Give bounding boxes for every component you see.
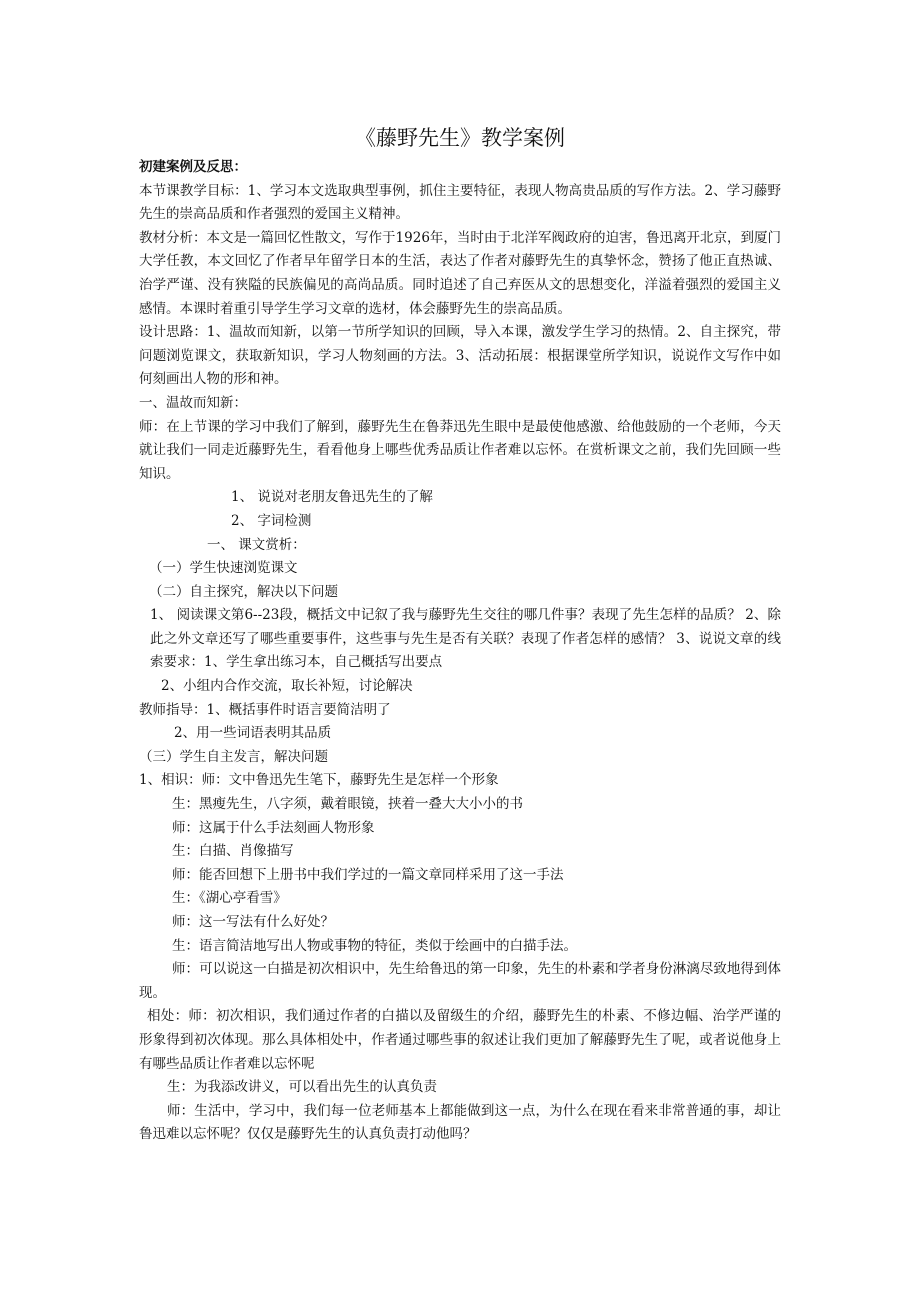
dialogue-line: 生：白描、肖像描写	[172, 843, 294, 860]
section-review-heading: 一、温故而知新：	[139, 394, 247, 411]
paragraph-group-work: 2、小组内合作交流，取长补短，讨论解决	[161, 678, 413, 695]
paragraph-getting-along: 相处：师：初次相识，我们通过作者的白描以及留级生的介绍，藤野先生的朴素、不修边幅、治学严谨的形象得到初次体现。那么具体相处中，作者通过哪些事的叙述让我们更加了解藤野先生了呢，或者说他身上有哪些品质让作者难以忘怀呢	[139, 1008, 781, 1072]
dialogue-line: 1、相识：师：文中鲁迅先生笔下，藤野先生是怎样一个形象	[139, 772, 499, 789]
step-skim: （一）学生快速浏览课文	[149, 560, 298, 577]
paragraph-goals: 本节课教学目标：1、学习本文选取典型事例，抓住主要特征，表现人物高贵品质的写作方法。2、学习藤野先生的崇高品质和作者强烈的爱国主义精神。	[139, 182, 781, 223]
section-appreciation-heading: 一、 课文赏析：	[207, 536, 306, 553]
paragraph-design: 设计思路：1、温故而知新，以第一节所学知识的回顾，导入本课，激发学生学习的热情。2、自主探究，带问题浏览课文，获取新知识，学习人物刻画的方法。3、活动拓展：根据课堂所学知识，说说作文写作中如何刻画出人物的形和神。	[139, 324, 781, 388]
step-explore: （二）自主探究，解决以下问题	[149, 583, 338, 600]
paragraph-teacher-guide: 教师指导：1、概括事件时语言要简洁明了	[139, 701, 391, 718]
dialogue-line: 师：生活中，学习中，我们每一位老师基本上都能做到这一点，为什么在现在看来非常普通的事，却让鲁迅难以忘怀呢？仅仅是藤野先生的认真负责打动他吗？	[139, 1102, 781, 1143]
dialogue-line: 师：这属于什么手法刻画人物形象	[172, 819, 375, 836]
dialogue-line: 师：能否回想下上册书中我们学过的一篇文章同样采用了这一手法	[172, 866, 564, 883]
paragraph-analysis: 教材分析：本文是一篇回忆性散文，写作于1926年，当时由于北洋军阀政府的迫害，鲁迅离开北京，到厦门大学任教，本文回忆了作者早年留学日本的生活，表达了作者对藤野先生的真挚怀念，赞扬了他正直热诚、治学严谨、没有狭隘的民族偏见的高尚品质。同时追述了自己弃医从文的思想变化，洋溢着强烈的爱国主义感情。本课时着重引导学生学习文章的选材，体会藤野先生的崇高品质。	[139, 229, 781, 317]
dialogue-line: 师：这一写法有什么好处？	[172, 914, 334, 930]
dialogue-line: 生：语言简洁地写出人物或事物的特征，类似于绘画中的白描手法。	[172, 937, 577, 954]
paragraph-teacher-intro: 师：在上节课的学习中我们了解到，藤野先生在鲁莽迅先生眼中是最使他感激、给他鼓励的一个老师，今天就让我们一同走近藤野先生，看看他身上哪些优秀品质让作者难以忘怀。在赏析课文之前，我们先回顾一些知识。	[139, 418, 781, 482]
list-item-review-1: 1、 说说对老朋友鲁迅先生的了解	[231, 489, 433, 506]
paragraph-questions: 1、 阅读课文第6--23段，概括文中记叙了我与藤野先生交往的哪几件事？表现了先生怎样的品质？ 2、除此之外文章还写了哪些重要事件，这些事与先生是否有关联？表现了作者怎样的感情？ 3、说说文章的线索要求：1、学生拿出练习本，自己概括写出要点	[150, 607, 781, 671]
list-item-review-2: 2、 字词检测	[231, 512, 312, 529]
dialogue-line: 生：《湖心亭看雪》	[172, 890, 287, 907]
section-heading: 初建案例及反思：	[139, 159, 247, 175]
dialogue-line: 师：可以说这一白描是初次相识中，先生给鲁迅的第一印象，先生的朴素和学者身份淋漓尽致地得到体现。	[139, 961, 781, 1001]
dialogue-line: 生：黑瘦先生，八字须，戴着眼镜，挟着一叠大大小小的书	[172, 796, 523, 813]
paragraph-guide-2: 2、用一些词语表明其品质	[174, 725, 332, 742]
document-title: 《藤野先生》教学案例	[355, 126, 565, 150]
step-speak: （三）学生自主发言，解决问题	[139, 748, 328, 765]
document-body	[139, 156, 781, 1147]
dialogue-line: 生：为我添改讲义，可以看出先生的认真负责	[167, 1079, 437, 1096]
